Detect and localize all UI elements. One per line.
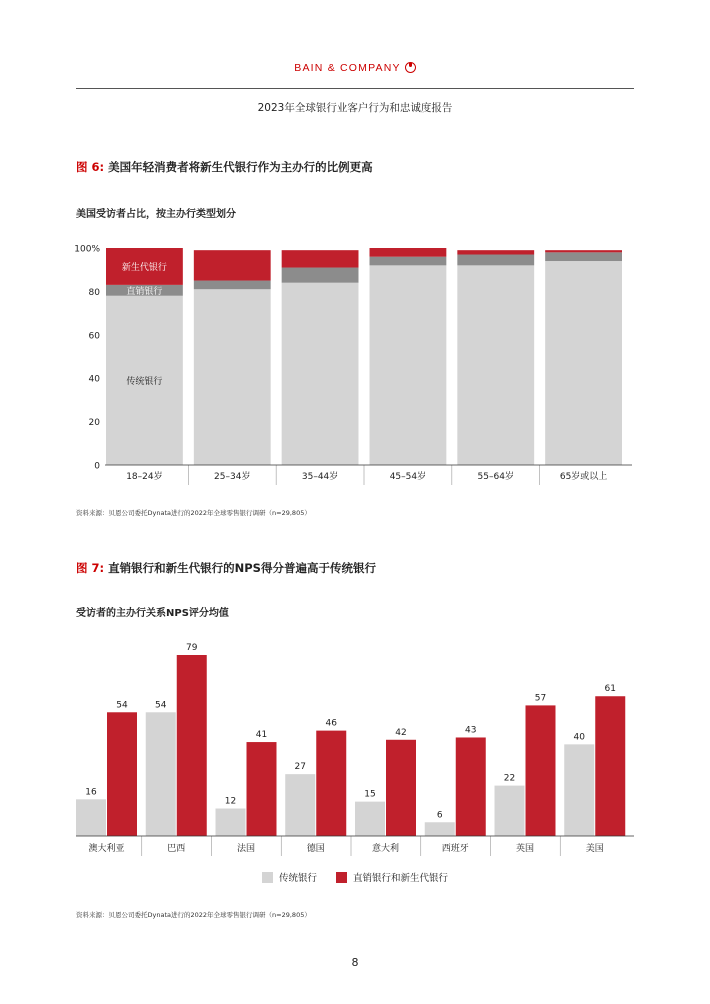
- x-tick-label: 法国: [236, 844, 256, 854]
- bar-direct-neo: [107, 712, 137, 836]
- bar-direct-neo: [386, 740, 416, 836]
- data-label-traditional: 40: [573, 732, 585, 743]
- y-tick-label: 100%: [74, 244, 100, 255]
- bar-traditional: [355, 802, 385, 836]
- series-label-neo: 新生代银行: [121, 262, 167, 273]
- x-tick-label: 澳大利亚: [88, 844, 125, 854]
- x-tick-label: 西班牙: [441, 844, 469, 854]
- series-label-traditional: 传统银行: [126, 376, 163, 387]
- data-label-direct-neo: 57: [534, 693, 547, 704]
- x-tick-label: 德国: [306, 844, 325, 854]
- bar-direct-neo: [316, 731, 346, 836]
- x-tick-label: 美国: [585, 844, 604, 854]
- bar-traditional: [495, 786, 525, 836]
- figure7-legend: [0, 870, 710, 886]
- data-label-direct-neo: 61: [604, 684, 616, 695]
- page-number: 8: [351, 956, 359, 969]
- bar-direct-neo: [526, 705, 556, 836]
- legend-label-direct-neo: 直销银行和新生代银行: [353, 873, 449, 884]
- x-tick-label: 55–64岁: [477, 472, 514, 482]
- figure6-subtitle: 美国受访者占比，按主办行类型划分: [76, 209, 236, 220]
- x-tick-label: 65岁或以上: [559, 472, 608, 482]
- figure7-source: 资料来源：贝恩公司委托Dynata进行的2022年全球零售银行调研（n=29,805）: [76, 911, 311, 919]
- legend-swatch-traditional: [262, 872, 273, 883]
- series-label-direct: 直销银行: [126, 286, 163, 297]
- x-tick-label: 英国: [515, 844, 535, 854]
- legend-label-traditional: 传统银行: [278, 873, 317, 884]
- brand-name: BAIN & COMPANY: [294, 62, 401, 74]
- y-tick-label: 0: [94, 461, 100, 472]
- data-label-direct-neo: 42: [395, 727, 407, 738]
- data-label-direct-neo: 54: [116, 700, 128, 711]
- data-label-direct-neo: 79: [186, 643, 198, 653]
- bar-traditional: [76, 799, 106, 836]
- data-label-direct-neo: 41: [255, 730, 268, 741]
- figure7-title-text: 直销银行和新生代银行的NPS得分普遍高于传统银行: [108, 561, 376, 575]
- bar-traditional: [216, 809, 246, 836]
- x-tick-label: 35–44岁: [301, 472, 339, 482]
- figure6-title-text: 美国年轻消费者将新生代银行作为主办行的比例更高: [108, 160, 373, 174]
- report-title: 2023年全球银行业客户行为和忠诚度报告: [257, 102, 453, 114]
- bar-direct-neo: [456, 737, 486, 836]
- data-label-traditional: 27: [294, 762, 306, 773]
- y-tick-label: 40: [88, 374, 100, 385]
- legend-item-direct-neo: [336, 870, 448, 884]
- data-label-direct-neo: 46: [325, 718, 337, 729]
- x-tick-label: 巴西: [167, 844, 186, 854]
- x-tick-label: 18–24岁: [126, 472, 163, 482]
- data-label-traditional: 12: [224, 796, 237, 807]
- data-label-traditional: 22: [503, 773, 516, 784]
- bar-direct-neo: [177, 655, 207, 836]
- x-tick-label: 45–54岁: [389, 472, 427, 482]
- bar-direct-neo: [595, 696, 625, 836]
- x-tick-label: 意大利: [371, 844, 400, 854]
- figure6-label: 图 6:: [76, 160, 105, 174]
- bar-traditional: [564, 744, 594, 836]
- x-tick-label: 25–34岁: [214, 472, 251, 482]
- bar-traditional: [285, 774, 315, 836]
- figure6-source: 资料来源：贝恩公司委托Dynata进行的2022年全球零售银行调研（n=29,805）: [76, 509, 311, 517]
- y-tick-label: 60: [88, 331, 100, 342]
- data-label-direct-neo: 43: [465, 725, 477, 736]
- y-tick-label: 20: [88, 418, 100, 429]
- y-tick-label: 80: [88, 287, 100, 298]
- legend-swatch-direct-neo: [336, 872, 347, 883]
- bar-traditional: [425, 822, 455, 836]
- data-label-traditional: 6: [436, 810, 443, 821]
- data-label-traditional: 54: [155, 700, 167, 711]
- data-label-traditional: 16: [85, 787, 97, 798]
- legend-item-traditional: [262, 870, 317, 884]
- bar-direct-neo: [247, 742, 277, 836]
- figure7-label: 图 7:: [76, 561, 105, 575]
- figure7-subtitle: 受访者的主办行关系NPS评分均值: [76, 608, 229, 619]
- data-label-traditional: 15: [364, 789, 376, 800]
- bar-traditional: [146, 712, 176, 836]
